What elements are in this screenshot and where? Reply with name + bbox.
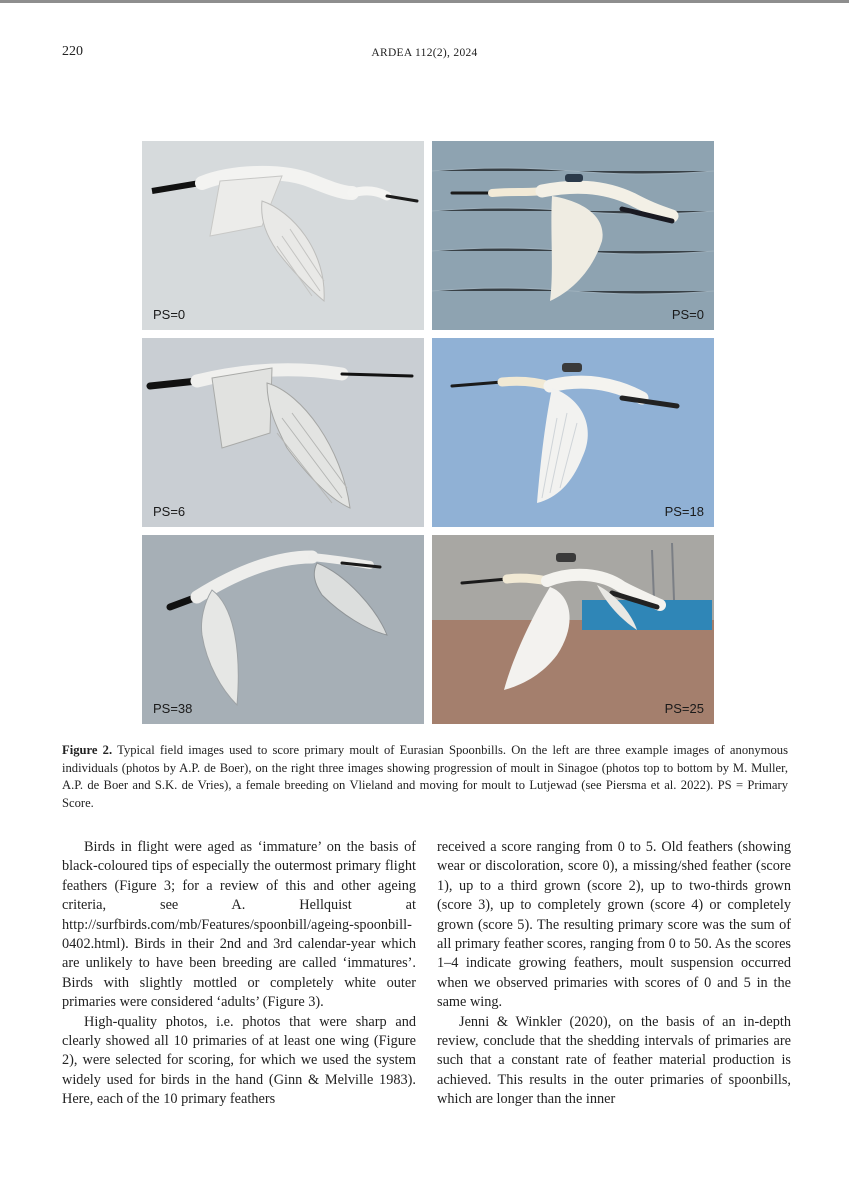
caption-label: Figure 2. xyxy=(62,743,113,757)
spoonbill-in-flight-icon xyxy=(432,535,714,724)
ps-label: PS=25 xyxy=(664,701,704,716)
photo-panel-5 xyxy=(142,535,424,724)
ps-label: PS=0 xyxy=(153,307,186,322)
body-column-right xyxy=(437,838,791,1110)
paragraph: Jenni & Winkler (2020), on the basis of an in-depth review, conclude that the shedding intervals of primaries are such that a constant rate of feather material production is achieved. This results in the outer primaries of spoonbills, which are longer than the inner xyxy=(437,1013,791,1108)
spoonbill-in-flight-icon xyxy=(142,338,424,527)
ps-label: PS=38 xyxy=(153,701,193,716)
photo-panel-4 xyxy=(432,338,714,527)
spoonbill-in-flight-icon xyxy=(432,338,714,527)
running-head: ARDEA 112(2), 2024 xyxy=(371,47,478,59)
body-column-left xyxy=(62,838,416,1110)
photo-panel-3 xyxy=(142,338,424,527)
spoonbill-in-flight-icon xyxy=(432,141,714,330)
ps-label: PS=0 xyxy=(671,307,704,322)
photo-panel-2 xyxy=(432,141,714,330)
spoonbill-in-flight-icon xyxy=(142,141,424,330)
ps-label: PS=18 xyxy=(664,504,704,519)
page-number: 220 xyxy=(62,44,83,59)
paragraph: Birds in flight were aged as ‘immature’ on the basis of black-coloured tips of especially the outermost primary flight feathers (Figure 3; for a review of this and other ageing criteria, see A. Hellquist at http://surfbirds.com/mb/Features/spoonbill/ageing-spoonbill-0402.html). Birds in their 2nd and 3rd calendar-year which are unlikely to have been breeding are called ‘immatures’. Birds with slightly mottled or completely white outer primaries were considered ‘adults’ (Figure 3). xyxy=(62,839,416,1011)
photo-panel-1 xyxy=(142,141,424,330)
top-rule xyxy=(0,0,849,3)
paragraph: High-quality photos, i.e. photos that were sharp and clearly showed all 10 primaries of at least one wing (Figure 2), were selected for scoring, for which we used the system widely used for birds in the hand (Ginn & Melville 1983). Here, each of the 10 primary feathers xyxy=(62,1013,416,1108)
paragraph: received a score ranging from 0 to 5. Old feathers (showing wear or discoloration, score 0), a missing/shed feather (score 1), up to a third grown (score 2), up to two-thirds grown (score 3), up to completely grown (score 4) or completely grown (score 5). The resulting primary score was the sum of all primary feather scores, ranging from 0 to 50. As the scores 1–4 indicate growing feathers, moult suspension occurred when we observed primaries with scores of 0 and 5 in the same wing. xyxy=(437,839,791,1011)
photo-panel-6 xyxy=(432,535,714,724)
figure-caption xyxy=(62,742,788,812)
figure-photo-grid xyxy=(142,141,714,724)
ps-label: PS=6 xyxy=(153,504,186,519)
spoonbill-in-flight-icon xyxy=(142,535,424,724)
caption-text: Typical field images used to score primary moult of Eurasian Spoonbills. On the left are three example images of anonymous individuals (photos by A.P. de Boer), on the right three images showing progression of moult in Sinagoe (photos top to bottom by M. Muller, A.P. de Boer and S.K. de Vries), a female breeding on Vlieland and moving for moult to Lutjewad (see Piersma et al. 2022). PS = Primary Score. xyxy=(62,743,789,810)
